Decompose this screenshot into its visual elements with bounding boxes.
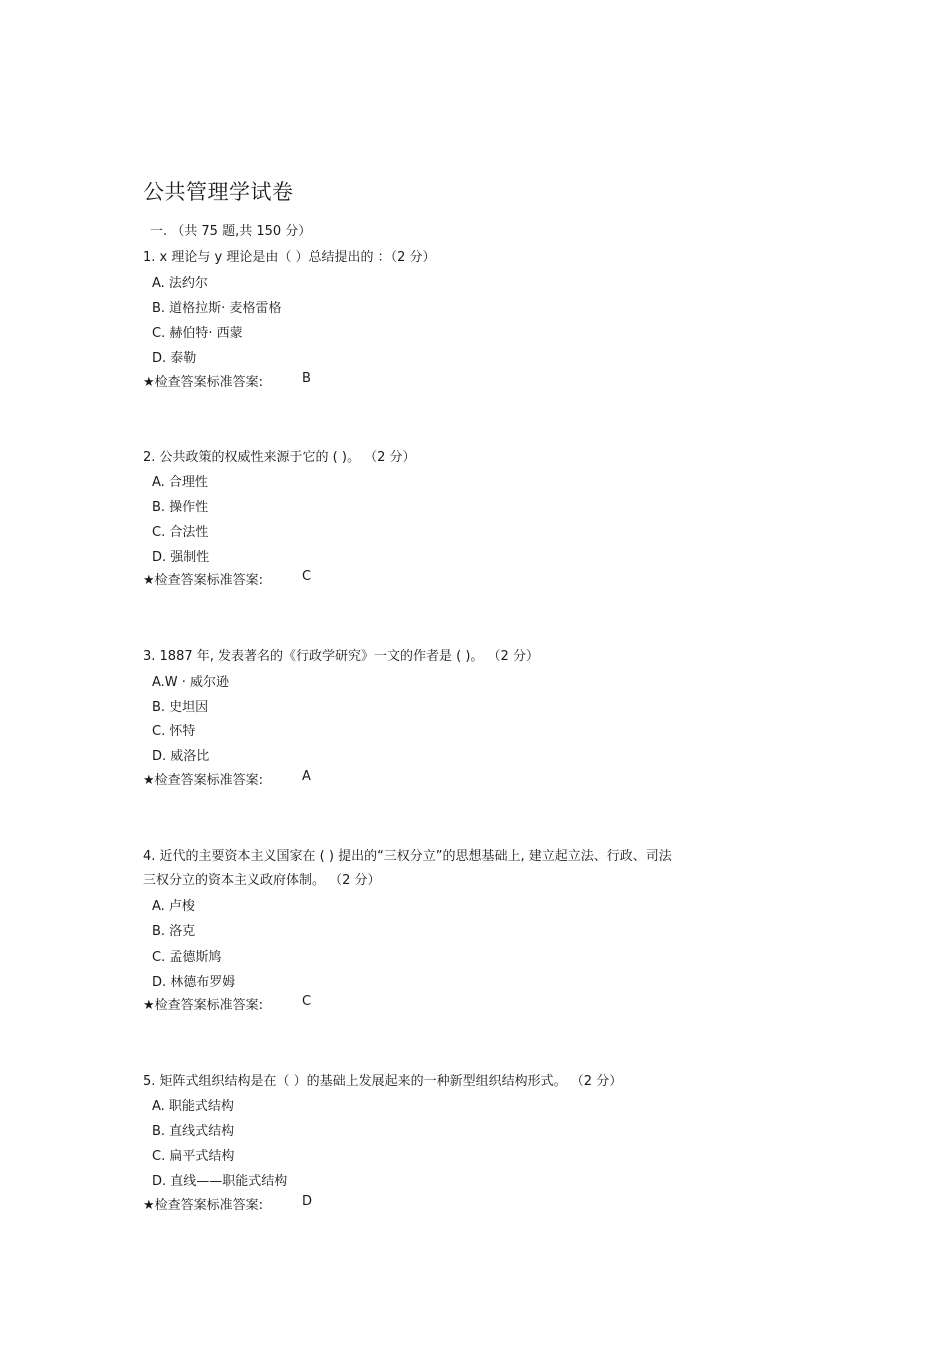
answer-label: ★检查答案标准答案: bbox=[143, 998, 264, 1013]
option-d: D. 泰勒 bbox=[152, 351, 197, 366]
option-b: B. 洛克 bbox=[152, 924, 196, 939]
option-a: A. 职能式结构 bbox=[152, 1099, 234, 1114]
answer-value: C bbox=[302, 569, 312, 584]
answer-label: ★检查答案标准答案: bbox=[143, 1198, 264, 1213]
option-a: A. 法约尔 bbox=[152, 276, 208, 291]
question-stem: 4. 近代的主要资本主义国家在 ( ) 提出的“三权分立”的思想基础上, 建立起立法、行政、司法 bbox=[143, 849, 672, 864]
option-c: C. 怀特 bbox=[152, 724, 196, 739]
option-b: B. 操作性 bbox=[152, 500, 209, 515]
answer-line bbox=[143, 1194, 313, 1213]
option-d: D. 林德布罗姆 bbox=[152, 975, 236, 990]
option-a: A. 卢梭 bbox=[152, 899, 195, 914]
question-stem: 5. 矩阵式组织结构是在（ ）的基础上发展起来的一种新型组织结构形式。 （2 分） bbox=[143, 1074, 623, 1089]
page-title: 公共管理学试卷 bbox=[143, 180, 294, 204]
answer-line bbox=[143, 769, 311, 788]
option-d: D. 直线——职能式结构 bbox=[152, 1174, 288, 1189]
option-d: D. 强制性 bbox=[152, 550, 210, 565]
answer-line bbox=[143, 994, 312, 1013]
option-c: C. 合法性 bbox=[152, 525, 209, 540]
answer-value: A bbox=[302, 769, 311, 784]
answer-value: C bbox=[302, 994, 312, 1009]
option-c: C. 孟德斯鸠 bbox=[152, 950, 222, 965]
answer-line bbox=[143, 371, 311, 390]
option-b: B. 史坦因 bbox=[152, 700, 209, 715]
answer-value: B bbox=[302, 371, 311, 386]
section-header: 一. （共 75 题,共 150 分） bbox=[150, 224, 312, 239]
option-c: C. 扁平式结构 bbox=[152, 1149, 235, 1164]
answer-label: ★检查答案标准答案: bbox=[143, 773, 264, 788]
answer-label: ★检查答案标准答案: bbox=[143, 573, 264, 588]
question-stem-continued: 三权分立的资本主义政府体制。 （2 分） bbox=[143, 873, 381, 888]
answer-label: ★检查答案标准答案: bbox=[143, 375, 264, 390]
option-b: B. 道格拉斯· 麦格雷格 bbox=[152, 301, 282, 316]
option-b: B. 直线式结构 bbox=[152, 1124, 235, 1139]
option-d: D. 威洛比 bbox=[152, 749, 210, 764]
option-a: A. 合理性 bbox=[152, 475, 208, 490]
option-a: A.W · 威尔逊 bbox=[152, 675, 230, 690]
question-stem: 2. 公共政策的权威性来源于它的 ( )。 （2 分） bbox=[143, 450, 416, 465]
question-stem: 3. 1887 年, 发表著名的《行政学研究》一文的作者是 ( )。 （2 分） bbox=[143, 649, 539, 664]
answer-value: D bbox=[302, 1194, 313, 1209]
answer-line bbox=[143, 569, 312, 588]
option-c: C. 赫伯特· 西蒙 bbox=[152, 326, 243, 341]
question-stem: 1. x 理论与 y 理论是由（ ）总结提出的 ：（2 分） bbox=[143, 250, 436, 265]
